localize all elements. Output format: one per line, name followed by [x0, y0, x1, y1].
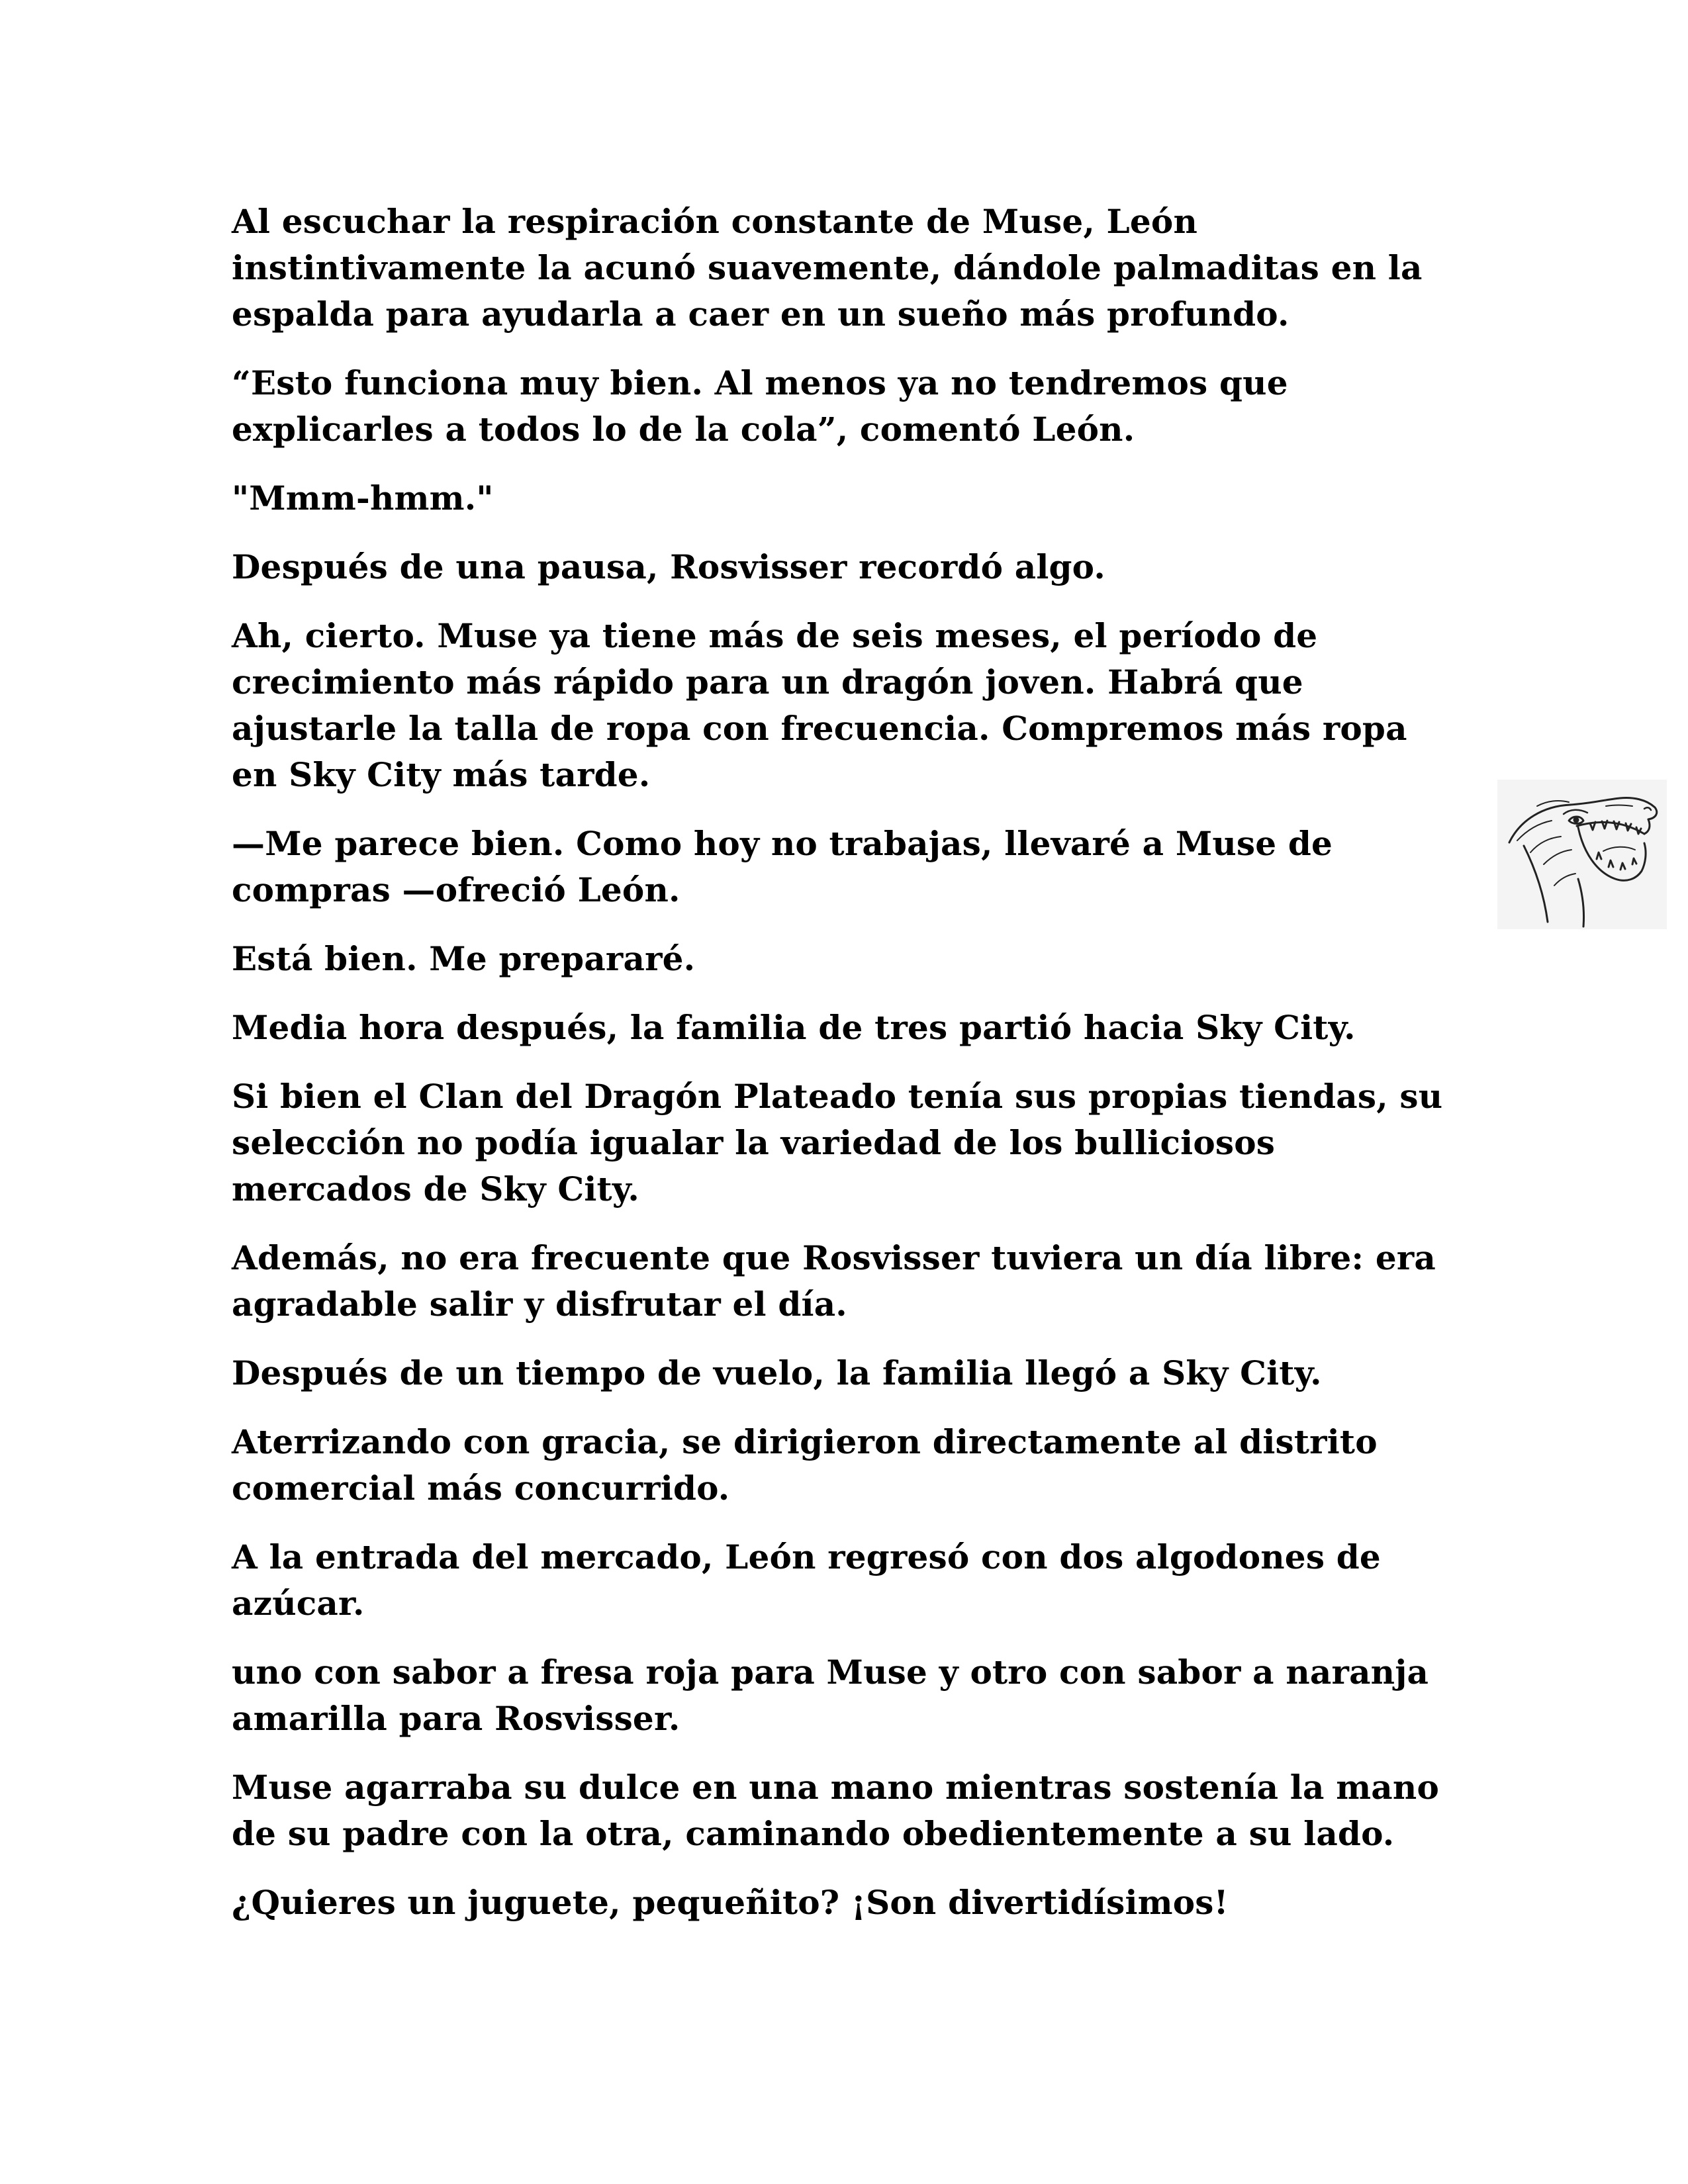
paragraph-7: Está bien. Me prepararé.: [232, 939, 696, 978]
paragraph-14: uno con sabor a fresa roja para Muse y otro con sabor a naranja amarilla para Rosvisser.: [232, 1653, 1429, 1738]
dinosaur-sketch-drawing: [1497, 780, 1667, 929]
paragraph-10: Además, no era frecuente que Rosvisser tuviera un día libre: era agradable salir y disfrutar el día.: [232, 1238, 1436, 1324]
paragraph-15: Muse agarraba su dulce en una mano mientras sostenía la mano de su padre con la otra, caminando obedientemente a su lado.: [232, 1768, 1440, 1853]
dinosaur-head-sketch-icon: [1497, 780, 1667, 929]
paragraph-3: "Mmm-hmm.": [232, 478, 494, 518]
paragraph-16: ¿Quieres un juguete, pequeñito? ¡Son divertidísimos!: [232, 1883, 1229, 1922]
paragraph-8: Media hora después, la familia de tres partió hacia Sky City.: [232, 1008, 1356, 1047]
paragraph-6: —Me parece bien. Como hoy no trabajas, llevaré a Muse de compras —ofreció León.: [232, 824, 1333, 909]
paragraph-2: “Esto funciona muy bien. Al menos ya no tendremos que explicarles a todos lo de la cola”, comentó León.: [232, 363, 1288, 449]
paragraph-13: A la entrada del mercado, León regresó con dos algodones de azúcar.: [232, 1537, 1381, 1623]
paragraph-11: Después de un tiempo de vuelo, la familia llegó a Sky City.: [232, 1353, 1322, 1392]
document-body: [232, 199, 1456, 1948]
paragraph-12: Aterrizando con gracia, se dirigieron directamente al distrito comercial más concurrido.: [232, 1422, 1378, 1508]
paragraph-4: Después de una pausa, Rosvisser recordó algo.: [232, 547, 1105, 586]
paragraph-9: Si bien el Clan del Dragón Plateado tenía sus propias tiendas, su selección no podía igualar la variedad de los bulliciosos mercados de Sky City.: [232, 1077, 1443, 1208]
paragraph-1: Al escuchar la respiración constante de Muse, León instintivamente la acunó suavemente, dándole palmaditas en la espalda para ayudarla a caer en un sueño más profundo.: [232, 202, 1423, 334]
paragraph-5: Ah, cierto. Muse ya tiene más de seis meses, el período de crecimiento más rápido para un dragón joven. Habrá que ajustarle la talla de ropa con frecuencia. Compremos más ropa en Sky City más tarde.: [232, 616, 1407, 794]
